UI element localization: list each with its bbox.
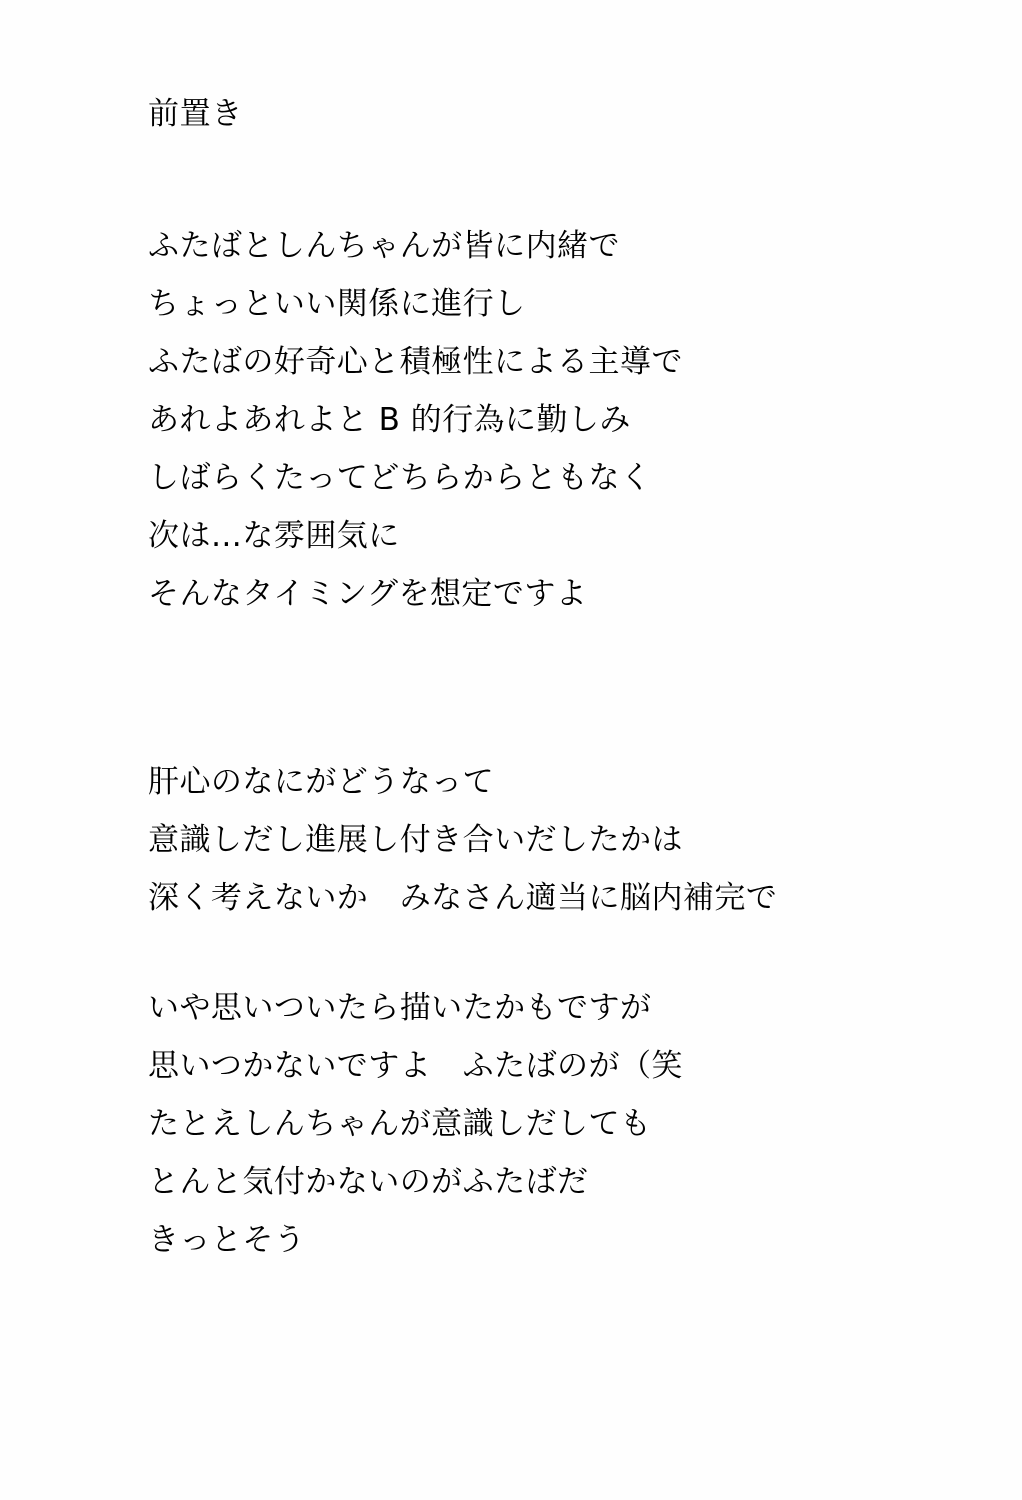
text-line: きっとそう [148,1222,306,1259]
text-line: 意識しだし進展し付き合いだしたかは [148,822,683,859]
page-title: 前置き [148,96,243,132]
text-line: ちょっといい関係に進行し [148,286,526,323]
document-body [148,96,948,1269]
text-line: 思いつかないですよ ふたばのが（笑 [148,1048,683,1085]
paragraph-block [148,979,948,1269]
text-line: ふたばとしんちゃんが皆に内緒で [148,228,620,265]
text-line: ふたばの好奇心と積極性による主導で [148,344,683,381]
text-line: あれよあれよと B 的行為に勤しみ [148,402,631,439]
paragraph-block [148,753,948,927]
text-line: たとえしんちゃんが意識しだしても [148,1106,652,1143]
text-line: そんなタイミングを想定ですよ [148,576,588,613]
text-line: しばらくたってどちらからともなく [148,460,652,497]
text-line: 深く考えないか みなさん適当に脳内補完で [148,880,778,917]
text-line: いや思いついたら描いたかもですが [148,990,652,1027]
text-line: 次は…な雰囲気に [148,518,400,555]
paragraph-block [148,217,948,623]
text-line: 肝心のなにがどうなって [148,764,495,801]
text-line: とんと気付かないのがふたばだ [148,1164,589,1201]
